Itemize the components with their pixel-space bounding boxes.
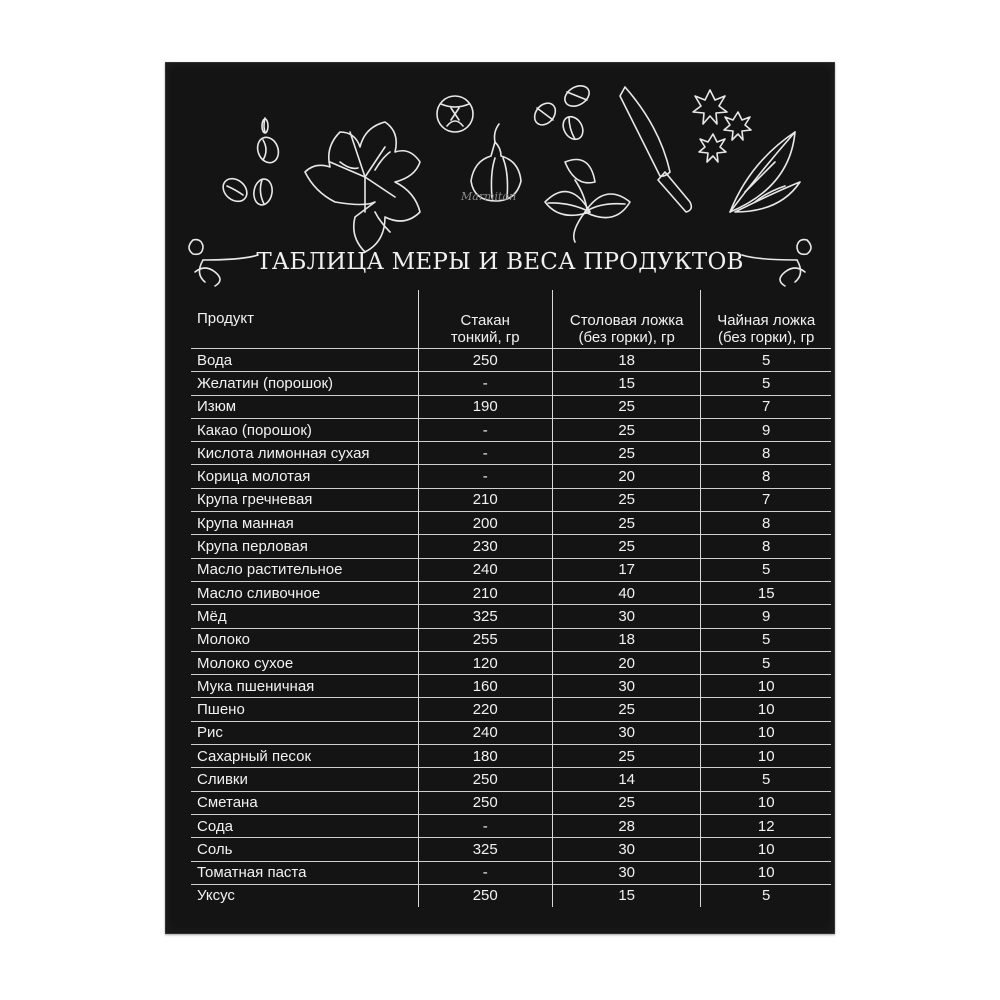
teaspoon-value: 5 xyxy=(701,372,831,395)
glass-value: 230 xyxy=(418,535,552,558)
parsley-icon xyxy=(305,122,420,252)
teaspoon-value: 10 xyxy=(701,791,831,814)
tablespoon-value: 30 xyxy=(552,605,700,628)
glass-value: 250 xyxy=(418,791,552,814)
teaspoon-value: 10 xyxy=(701,698,831,721)
teaspoon-value: 10 xyxy=(701,721,831,744)
brand-logo: Marmiton xyxy=(461,190,517,203)
product-name: Какао (порошок) xyxy=(191,418,418,441)
teaspoon-value: 8 xyxy=(701,512,831,535)
teaspoon-value: 7 xyxy=(701,488,831,511)
bay-leaves-icon xyxy=(730,132,800,212)
teaspoon-value: 5 xyxy=(701,651,831,674)
tablespoon-value: 30 xyxy=(552,838,700,861)
product-name: Рис xyxy=(191,721,418,744)
glass-value: 325 xyxy=(418,838,552,861)
glass-value: 255 xyxy=(418,628,552,651)
glass-value: 220 xyxy=(418,698,552,721)
product-name: Сливки xyxy=(191,768,418,791)
teaspoon-value: 12 xyxy=(701,814,831,837)
table-row xyxy=(191,418,831,441)
teaspoon-value: 5 xyxy=(701,558,831,581)
tablespoon-value: 28 xyxy=(552,814,700,837)
table-row xyxy=(191,465,831,488)
table-row xyxy=(191,814,831,837)
tablespoon-value: 25 xyxy=(552,418,700,441)
teaspoon-value: 10 xyxy=(701,675,831,698)
table-row xyxy=(191,605,831,628)
glass-value: 210 xyxy=(418,581,552,604)
knife-icon xyxy=(620,87,691,212)
table-row xyxy=(191,442,831,465)
table-body xyxy=(191,349,831,908)
glass-value: - xyxy=(418,442,552,465)
teaspoon-value: 5 xyxy=(701,349,831,372)
product-name: Сметана xyxy=(191,791,418,814)
table-row xyxy=(191,349,831,372)
tablespoon-value: 25 xyxy=(552,442,700,465)
table-row xyxy=(191,395,831,418)
glass-value: 325 xyxy=(418,605,552,628)
glass-value: 120 xyxy=(418,651,552,674)
tablespoon-value: 15 xyxy=(552,884,700,907)
teaspoon-value: 15 xyxy=(701,581,831,604)
table-row xyxy=(191,535,831,558)
page-title: ТАБЛИЦА МЕРЫ И ВЕСА ПРОДУКТОВ xyxy=(256,249,744,275)
table-row xyxy=(191,838,831,861)
table-row xyxy=(191,791,831,814)
product-name: Вода xyxy=(191,349,418,372)
glass-value: - xyxy=(418,372,552,395)
product-name: Кислота лимонная сухая xyxy=(191,442,418,465)
table-row xyxy=(191,884,831,907)
teaspoon-value: 5 xyxy=(701,884,831,907)
tablespoon-value: 20 xyxy=(552,465,700,488)
table-row xyxy=(191,768,831,791)
glass-value: 250 xyxy=(418,349,552,372)
table-row xyxy=(191,512,831,535)
teaspoon-value: 10 xyxy=(701,861,831,884)
table-row xyxy=(191,581,831,604)
tablespoon-value: 25 xyxy=(552,512,700,535)
table-row xyxy=(191,372,831,395)
product-name: Молоко сухое xyxy=(191,651,418,674)
table-row xyxy=(191,675,831,698)
product-name: Сода xyxy=(191,814,418,837)
product-name: Масло сливочное xyxy=(191,581,418,604)
tablespoon-value: 25 xyxy=(552,745,700,768)
table-row xyxy=(191,651,831,674)
product-name: Корица молотая xyxy=(191,465,418,488)
tablespoon-value: 17 xyxy=(552,558,700,581)
tablespoon-value: 18 xyxy=(552,349,700,372)
teaspoon-value: 10 xyxy=(701,745,831,768)
glass-value: 160 xyxy=(418,675,552,698)
glass-value: - xyxy=(418,814,552,837)
product-name: Сахарный песок xyxy=(191,745,418,768)
teaspoon-value: 8 xyxy=(701,535,831,558)
coffee-beans-icon xyxy=(219,118,282,206)
product-name: Мука пшеничная xyxy=(191,675,418,698)
teaspoon-value: 9 xyxy=(701,418,831,441)
teaspoon-value: 9 xyxy=(701,605,831,628)
tablespoon-value: 25 xyxy=(552,698,700,721)
tablespoon-value: 30 xyxy=(552,721,700,744)
title-row xyxy=(165,237,835,297)
product-name: Желатин (порошок) xyxy=(191,372,418,395)
coffee-beans-icon-2 xyxy=(530,82,592,143)
glass-value: - xyxy=(418,418,552,441)
table-row xyxy=(191,745,831,768)
table-header-row xyxy=(191,290,831,349)
teaspoon-value: 5 xyxy=(701,628,831,651)
tablespoon-value: 30 xyxy=(552,861,700,884)
tablespoon-value: 20 xyxy=(552,651,700,674)
tomato-icon xyxy=(437,96,473,132)
chalkboard-card xyxy=(165,62,835,934)
teaspoon-value: 10 xyxy=(701,838,831,861)
product-name: Изюм xyxy=(191,395,418,418)
teaspoon-value: 7 xyxy=(701,395,831,418)
tablespoon-value: 15 xyxy=(552,372,700,395)
product-name: Крупа перловая xyxy=(191,535,418,558)
table-row xyxy=(191,698,831,721)
header-glass: Стакан тонкий, гр xyxy=(418,290,552,349)
tablespoon-value: 25 xyxy=(552,535,700,558)
glass-value: - xyxy=(418,861,552,884)
tablespoon-value: 30 xyxy=(552,675,700,698)
header-product: Продукт xyxy=(191,290,418,349)
table-row xyxy=(191,628,831,651)
product-name: Крупа манная xyxy=(191,512,418,535)
table-row xyxy=(191,558,831,581)
product-name: Соль xyxy=(191,838,418,861)
header-tablespoon: Столовая ложка (без горки), гр xyxy=(552,290,700,349)
glass-value: - xyxy=(418,465,552,488)
glass-value: 240 xyxy=(418,558,552,581)
product-name: Пшено xyxy=(191,698,418,721)
product-name: Молоко xyxy=(191,628,418,651)
glass-value: 200 xyxy=(418,512,552,535)
product-name: Мёд xyxy=(191,605,418,628)
tablespoon-value: 18 xyxy=(552,628,700,651)
glass-value: 210 xyxy=(418,488,552,511)
teaspoon-value: 8 xyxy=(701,442,831,465)
tablespoon-value: 40 xyxy=(552,581,700,604)
glass-value: 190 xyxy=(418,395,552,418)
teaspoon-value: 8 xyxy=(701,465,831,488)
header-teaspoon: Чайная ложка (без горки), гр xyxy=(717,312,816,346)
basil-icon xyxy=(545,160,630,243)
product-name: Томатная паста xyxy=(191,861,418,884)
tablespoon-value: 25 xyxy=(552,488,700,511)
glass-value: 250 xyxy=(418,768,552,791)
glass-value: 180 xyxy=(418,745,552,768)
glass-value: 250 xyxy=(418,884,552,907)
table-row xyxy=(191,488,831,511)
teaspoon-value: 5 xyxy=(701,768,831,791)
product-name: Масло растительное xyxy=(191,558,418,581)
tablespoon-value: 14 xyxy=(552,768,700,791)
glass-value: 240 xyxy=(418,721,552,744)
tablespoon-value: 25 xyxy=(552,791,700,814)
table-row xyxy=(191,721,831,744)
measure-table-wrap xyxy=(191,290,831,907)
tablespoon-value: 25 xyxy=(552,395,700,418)
product-name: Крупа гречневая xyxy=(191,488,418,511)
product-name: Уксус xyxy=(191,884,418,907)
star-anise-icon xyxy=(693,90,751,162)
table-row xyxy=(191,861,831,884)
measure-table xyxy=(191,290,831,907)
